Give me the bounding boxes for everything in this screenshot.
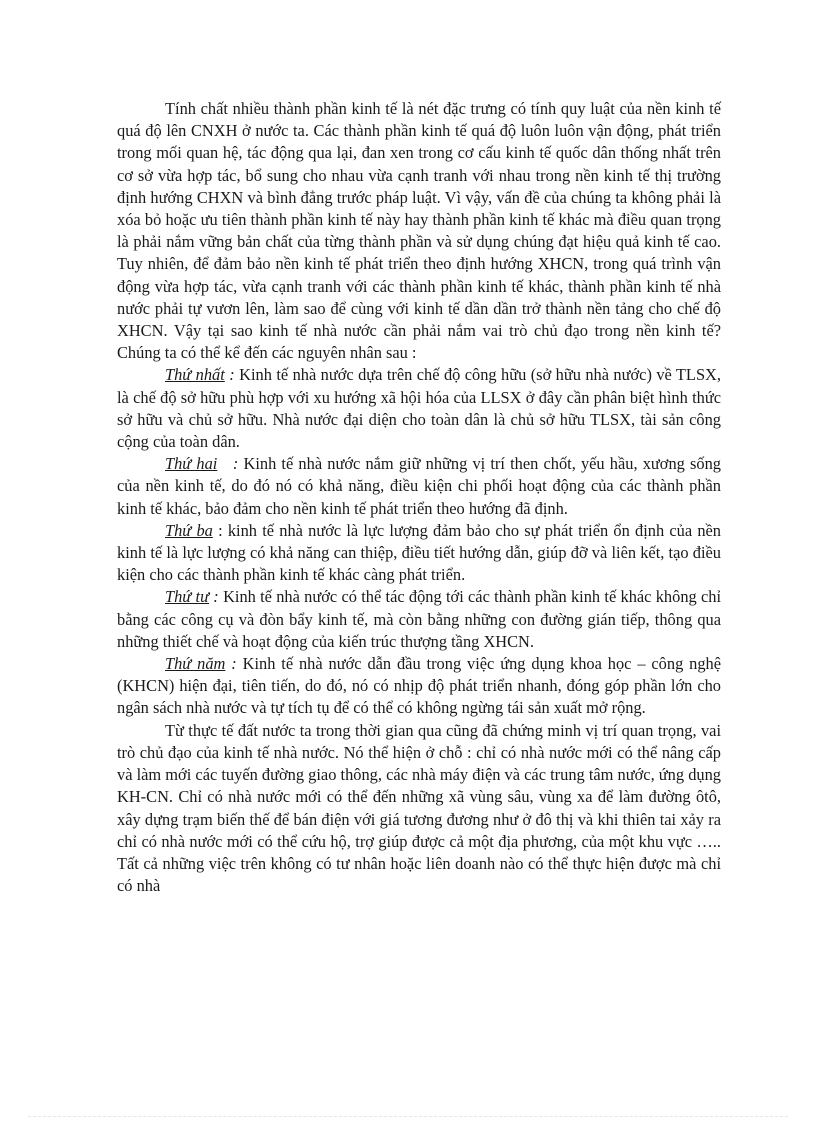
- reason-separator-4: :: [209, 587, 224, 607]
- page-bottom-divider: [28, 1116, 788, 1117]
- reason-paragraph-3: [117, 520, 721, 587]
- reason-text-3: kinh tế nhà nước là lực lượng đảm bảo cho sự phát triển ổn định của nền kinh tế là lực lượng có khả năng can thiệp, điều tiết hướng dẫn, giúp đỡ và liên kết, tạo điều kiện cho các thành phần kinh tế khác càng phát triển.: [117, 520, 721, 585]
- reason-paragraph-1: [117, 364, 721, 453]
- reason-paragraph-4: [117, 586, 721, 653]
- reason-label-2: Thứ hai: [165, 454, 218, 474]
- reason-separator-1: :: [224, 365, 240, 385]
- closing-paragraph: Từ thực tế đất nước ta trong thời gian qua cũng đã chứng minh vị trí quan trọng, vai trò chủ đạo của kinh tế nhà nước. Nó thể hiện ở chỗ : chỉ có nhà nước mới có thể nâng cấp và làm mới các tuyến đường giao thông, các nhà máy điện và các trung tâm nước, ứng dụng KH-CN. Chỉ có nhà nước mới có thể đến những xã vùng sâu, vùng xa để làm đường ôtô, xây dựng trạm biến thế để bán điện với giá tương đương như ở đô thị và khi thiên tai xảy ra chỉ có nhà nước mới có thể cứu hộ, trợ giúp được cả một địa phương, của một khu vực ….. Tất cả những việc trên không có tư nhân hoặc liên doanh nào có thể thực hiện được mà chỉ có nhà: [117, 720, 721, 896]
- reason-separator-5: :: [225, 654, 243, 674]
- reason-paragraph-2: [117, 453, 721, 520]
- reason-label-4: Thứ tư: [165, 587, 210, 607]
- reason-text-2: Kinh tế nhà nước nắm giữ những vị trí then chốt, yếu hầu, xương sống của nền kinh tế, do đó nó có khả năng, điều kiện chi phối hoạt động của các thành phần kinh tế khác, bảo đảm cho nền kinh tế phát triển theo hướng đã định.: [117, 454, 721, 518]
- reason-label-3: Thứ ba: [165, 520, 213, 540]
- intro-paragraph: Tính chất nhiều thành phần kinh tế là nét đặc trưng có tính quy luật của nền kinh tế quá độ lên CNXH ở nước ta. Các thành phần kinh tế quá độ luôn luôn vận động, phát triển trong mối quan hệ, tác động qua lại, đan xen trong cơ cấu kinh tế quốc dân thống nhất trên cơ sở vừa hợp tác, bổ sung cho nhau vừa cạnh tranh với nhau trong nền kinh tế thị trường định hướng CHXN và bình đẳng trước pháp luật. Vì vậy, vấn đề của chúng ta không phải là xóa bỏ hoặc ưu tiên thành phần kinh tế này hay thành phần kinh tế khác mà điều quan trọng là phải nắm vững bản chất của từng thành phần và sử dụng chúng đạt hiệu quả kinh tế cao. Tuy nhiên, để đảm bảo nền kinh tế phát triển theo định hướng XHCN, trong quá trình vận động vừa hợp tác, vừa cạnh tranh với các thành phần kinh tế khác, thành phần kinh tế nhà nước phải tự vươn lên, làm sao để cùng với kinh tế dần dần trở thành nền tảng cho chế độ XHCN. Vậy tại sao kinh tế nhà nước cần phải nắm vai trò chủ đạo trong nền kinh tế? Chúng ta có thể kể đến các nguyên nhân sau :: [117, 99, 721, 363]
- reason-label-1: Thứ nhất: [165, 365, 225, 385]
- reason-separator-3: :: [212, 520, 228, 540]
- reason-text-1: Kinh tế nhà nước dựa trên chế độ công hữu (sở hữu nhà nước) về TLSX, là chế độ sở hữu phù hợp với xu hướng xã hội hóa của LLSX ở đây cần phân biệt hình thức sở hữu và chủ sở hữu. Nhà nước đại diện cho toàn dân là chủ sở hữu TLSX, tài sản công cộng của toàn dân.: [117, 365, 721, 452]
- reason-label-5: Thứ năm: [165, 654, 226, 674]
- reason-text-4: Kinh tế nhà nước có thể tác động tới các thành phần kinh tế khác không chỉ bằng các công cụ và đòn bẩy kinh tế, mà còn bằng những con đường gián tiếp, thông qua những thiết chế và hoạt động của kiến trúc thượng tầng XHCN.: [117, 587, 722, 651]
- reason-separator-2: :: [217, 454, 244, 474]
- reason-paragraph-5: [117, 653, 721, 720]
- reason-text-5: Kinh tế nhà nước dẫn đầu trong việc ứng dụng khoa học – công nghệ (KHCN) hiện đại, tiên tiến, do đó, nó có nhịp độ phát triển nhanh, đóng góp phần lớn cho ngân sách nhà nước và tự tích tụ để có thể có không ngừng tái sản xuất mở rộng.: [117, 654, 722, 718]
- body-text: [117, 98, 721, 897]
